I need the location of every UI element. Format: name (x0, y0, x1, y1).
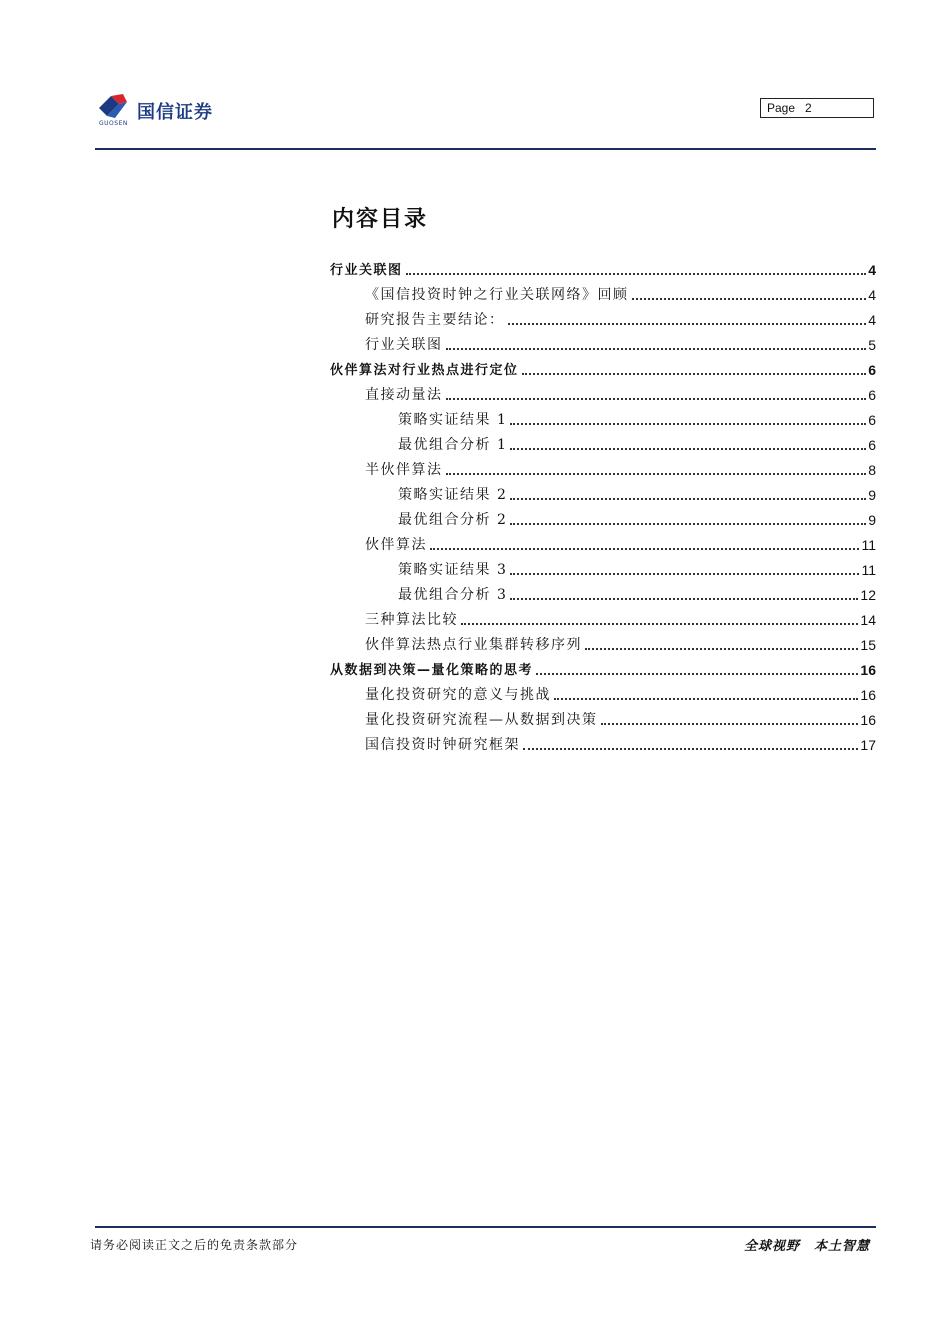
toc-entry-label: 策略实证结果 2 (398, 487, 508, 503)
toc-entry-label: 伙伴算法对行业热点进行定位 (330, 363, 519, 378)
toc-entry-page: 4 (868, 312, 876, 328)
toc-entry[interactable] (330, 533, 876, 558)
toc-entry-page: 4 (868, 262, 876, 278)
page-label: Page (767, 101, 796, 115)
toc-entry[interactable] (330, 483, 876, 508)
toc-entry-label: 最优组合分析 3 (398, 587, 508, 603)
toc-leader-dots (510, 598, 858, 600)
toc-entry[interactable] (330, 358, 876, 383)
toc-entry-label: 行业关联图 (330, 263, 403, 278)
footer-disclaimer: 请务必阅读正文之后的免责条款部分 (90, 1238, 299, 1252)
toc-leader-dots (510, 523, 866, 525)
toc-entry-page: 9 (868, 487, 876, 503)
header-rule (95, 148, 876, 150)
toc-entry-label: 半伙伴算法 (365, 462, 443, 478)
toc-entry-page: 9 (868, 512, 876, 528)
toc-entry-label: 《国信投资时钟之行业关联网络》回顾 (365, 287, 629, 303)
footer-rule (95, 1226, 876, 1228)
toc-entry[interactable] (330, 658, 876, 683)
toc-entry-page: 4 (868, 287, 876, 303)
toc-leader-dots (510, 423, 866, 425)
toc-entry-page: 6 (868, 387, 876, 403)
toc-entry[interactable] (330, 633, 876, 658)
toc-entry-page: 6 (868, 362, 876, 378)
toc-entry-label: 策略实证结果 1 (398, 412, 508, 428)
toc-entry[interactable] (330, 458, 876, 483)
toc-entry-label: 伙伴算法热点行业集群转移序列 (365, 637, 582, 653)
toc-entry[interactable] (330, 258, 876, 283)
toc-entry[interactable] (330, 583, 876, 608)
toc-entry-label: 三种算法比较 (365, 612, 458, 628)
toc-entry-label: 从数据到决策—量化策略的思考 (330, 663, 534, 678)
toc-entry-label: 研究报告主要结论： (365, 312, 505, 328)
toc-leader-dots (585, 648, 858, 650)
toc-leader-dots (601, 723, 859, 725)
toc-entry-label: 行业关联图 (365, 337, 443, 353)
toc-entry[interactable] (330, 408, 876, 433)
toc-entry-page: 6 (868, 437, 876, 453)
toc-leader-dots (508, 323, 867, 325)
toc-entry-label: 量化投资研究的意义与挑战 (365, 687, 551, 703)
toc-entry-label: 最优组合分析 2 (398, 512, 508, 528)
toc-entry-page: 16 (860, 712, 876, 728)
toc-entry-page: 8 (868, 462, 876, 478)
toc-entry[interactable] (330, 333, 876, 358)
toc-entry-page: 11 (861, 537, 876, 553)
toc-entry[interactable] (330, 308, 876, 333)
toc-leader-dots (446, 398, 867, 400)
toc-entry-page: 14 (860, 612, 876, 628)
toc-leader-dots (406, 273, 867, 275)
toc-entry[interactable] (330, 608, 876, 633)
toc-leader-dots (510, 498, 866, 500)
toc-entry-label: 最优组合分析 1 (398, 437, 508, 453)
toc-entry[interactable] (330, 508, 876, 533)
toc-leader-dots (430, 548, 859, 550)
toc-leader-dots (510, 448, 866, 450)
toc-entry-page: 5 (868, 337, 876, 353)
logo-subtext: GUOSEN (99, 120, 128, 127)
page-indicator (760, 98, 874, 118)
toc-entry-label: 直接动量法 (365, 387, 443, 403)
toc-leader-dots (523, 748, 858, 750)
toc-entry[interactable] (330, 708, 876, 733)
toc-entry-label: 策略实证结果 3 (398, 562, 508, 578)
toc-entry[interactable] (330, 683, 876, 708)
toc-entry-label: 量化投资研究流程—从数据到决策 (365, 712, 598, 728)
toc-entry[interactable] (330, 283, 876, 308)
toc-entry-page: 16 (860, 662, 876, 678)
toc-leader-dots (510, 573, 859, 575)
toc-leader-dots (632, 298, 867, 300)
toc-title: 内容目录 (332, 207, 429, 232)
toc-leader-dots (446, 473, 867, 475)
toc-entry-page: 15 (860, 637, 876, 653)
toc-entry-page: 12 (860, 587, 876, 603)
toc-entry[interactable] (330, 383, 876, 408)
toc-leader-dots (554, 698, 858, 700)
company-logo (97, 92, 237, 128)
toc-entry[interactable] (330, 433, 876, 458)
toc-entry[interactable] (330, 558, 876, 583)
logo-text: 国信证券 (137, 102, 213, 123)
toc-leader-dots (536, 673, 858, 675)
toc-entry-page: 11 (861, 562, 876, 578)
toc-entry-page: 17 (860, 737, 876, 753)
toc-entry[interactable] (330, 733, 876, 758)
table-of-contents (330, 258, 876, 758)
toc-entry-page: 6 (868, 412, 876, 428)
toc-entry-label: 伙伴算法 (365, 537, 427, 553)
footer-slogan: 全球视野 本土智慧 (743, 1239, 870, 1254)
toc-entry-label: 国信投资时钟研究框架 (365, 737, 520, 753)
guosen-logo-icon (97, 92, 133, 122)
page-number: 2 (805, 101, 812, 115)
toc-leader-dots (522, 373, 867, 375)
toc-entry-page: 16 (860, 687, 876, 703)
toc-leader-dots (446, 348, 867, 350)
toc-leader-dots (461, 623, 858, 625)
